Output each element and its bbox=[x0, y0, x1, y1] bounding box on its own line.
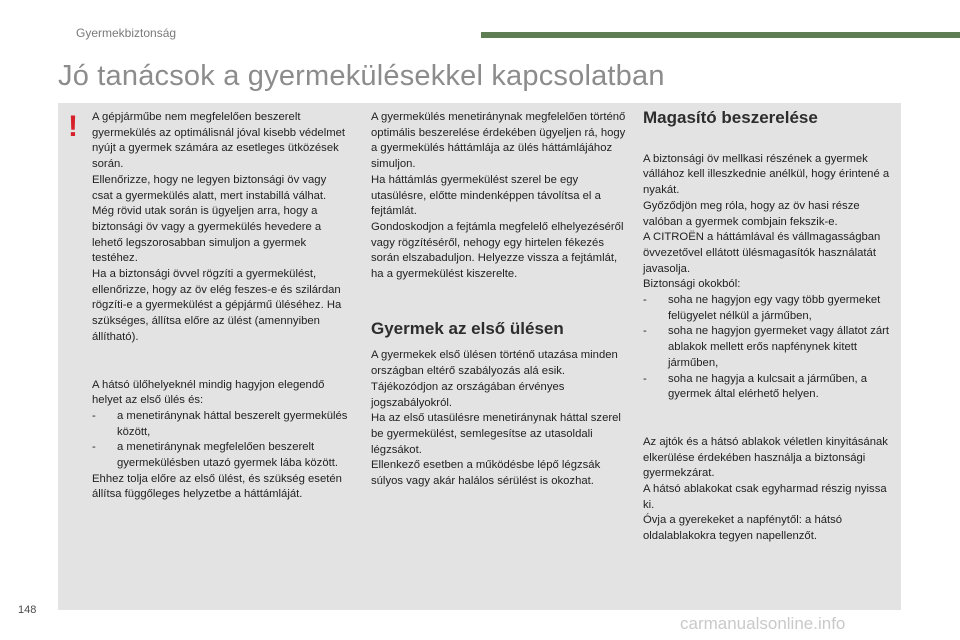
col2-paragraph: Ellenkező esetben a működésbe lépő légzsák súlyos vagy akár halálos sérülést is okozhat. bbox=[371, 459, 601, 488]
watermark-text: carmanualsonline.info bbox=[680, 614, 846, 633]
col2-paragraph: Ha háttámlás gyermekülést szerel be egy utasülésre, előtte mindenképpen távolítsa el a fejtámlát. bbox=[371, 173, 601, 218]
col2-paragraph: A gyermekülés menetiránynak megfelelően történő optimális beszerelése érdekében ügyeljen rá, hogy a gyermekülés háttámlája az ülés háttámlájához simuljon. bbox=[371, 111, 626, 171]
column-left bbox=[92, 110, 350, 503]
col2-paragraph: Gondoskodjon a fejtámla megfelelő elhelyezéséről vagy rögzítéséről, nehogy egy hirtelen fékezés során elszabaduljon. Helyezze vissza a fejtámlát, ha a gyermekülést kiszerelte. bbox=[371, 220, 624, 281]
col3-paragraph: A biztonsági öv mellkasi részének a gyermek vállához kell illeszkednie anélkül, hogy érintené a nyakát. bbox=[643, 152, 890, 197]
exclamation-warning-icon: ! bbox=[68, 110, 78, 143]
col3-paragraph: Biztonsági okokból: bbox=[643, 278, 741, 291]
col1-paragraph: Ha a biztonsági övvel rögzíti a gyermekülést, ellenőrizze, hogy az öv elég feszes-e és szilárdan rögzíti-e a gyermekülést a gépjármű üléséhez. Ha szükséges, állítsa előre az ülést (amennyiben állítható). bbox=[92, 268, 342, 343]
col1-paragraph: Ellenőrizze, hogy ne legyen biztonsági öv vagy csat a gyermekülés alatt, mert instabillá válhat. bbox=[92, 173, 327, 202]
col2-paragraph: A gyermekek első ülésen történő utazása minden országban eltérő szabályozás alá esik. Tájékozódjon az országában érvényes jogszabályokról. bbox=[371, 349, 618, 409]
section-heading-front-seat: Gyermek az első ülésen bbox=[371, 318, 564, 338]
page-title: Jó tanácsok a gyermekülésekkel kapcsolatban bbox=[58, 60, 665, 92]
col1-paragraph: A gépjárműbe nem megfelelően beszerelt gyermekülés az optimálisnál jóval kisebb védelmet nyújt a gyermek számára az esetleges ütközések során. bbox=[92, 111, 346, 171]
column-right bbox=[643, 110, 893, 545]
header-accent-bar bbox=[481, 32, 960, 38]
section-heading-booster: Magasító beszerelése bbox=[643, 108, 818, 127]
col1-bullet-item: - a menetiránynak megfelelően beszerelt gyermekülésben utazó gyermek lába között. bbox=[92, 440, 350, 471]
col3-bullet-item: - soha ne hagyjon egy vagy több gyermeket felügyelet nélkül a járműben, bbox=[643, 293, 893, 324]
col2-paragraph: Ha az első utasülésre menetiránynak háttal szerel be gyermekülést, semlegesítse az utasoldali légzsákot. bbox=[371, 412, 621, 456]
col3-paragraph: A hátsó ablakokat csak egyharmad részig nyissa ki. bbox=[643, 483, 887, 511]
col3-bullet-item: - soha ne hagyja a kulcsait a járműben, a gyermek által elérhető helyen. bbox=[643, 372, 893, 403]
col3-paragraph: Óvja a gyerekeket a napfénytől: a hátsó oldalablakokra tegyen napellenzőt. bbox=[643, 514, 843, 543]
page-number: 148 bbox=[18, 604, 37, 616]
col3-bullet-item: - soha ne hagyjon gyermeket vagy állatot zárt ablakok mellett erős napfénynek kitett járműben, bbox=[643, 324, 893, 371]
column-middle bbox=[371, 110, 629, 490]
col3-paragraph: Győződjön meg róla, hogy az öv hasi része valóban a gyermek combjain fekszik-e. bbox=[643, 199, 860, 228]
col3-paragraph: Az ajtók és a hátsó ablakok véletlen kinyitásának elkerülése érdekében használja a biztonsági gyermekzárat. bbox=[643, 435, 888, 480]
col1-paragraph: Még rövid utak során is ügyeljen arra, hogy a biztonsági öv vagy a gyermekülés hevedere a lehető legszorosabban simuljon a gyermek testéhez. bbox=[92, 205, 322, 265]
col1-paragraph: Ehhez tolja előre az első ülést, és szükség esetén állítsa függőleges helyzetbe a háttámláját. bbox=[92, 472, 342, 501]
col1-bullet-item: - a menetiránynak háttal beszerelt gyermekülés között, bbox=[92, 409, 350, 440]
col1-paragraph: A hátsó ülőhelyeknél mindig hagyjon elegendő helyet az első ülés és: bbox=[92, 378, 325, 407]
col3-paragraph: A CITROËN a háttámlával és vállmagasságban övvezetővel ellátott ülésmagasítók használatát javasolja. bbox=[643, 231, 881, 275]
section-label: Gyermekbiztonság bbox=[76, 26, 177, 40]
